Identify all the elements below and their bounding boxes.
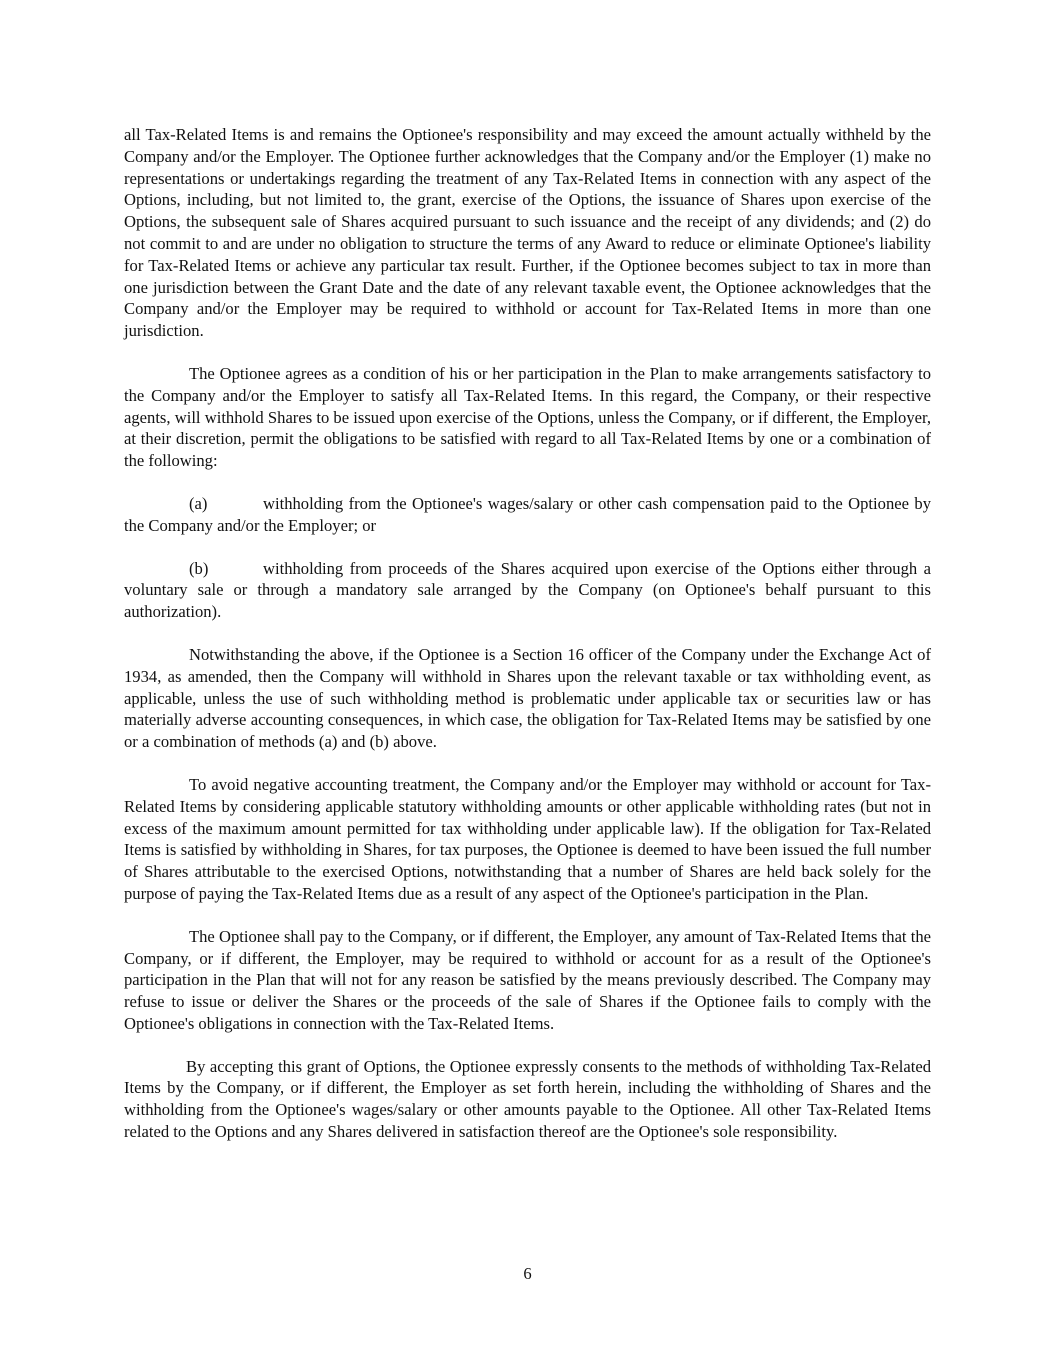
list-item-b — [124, 558, 931, 623]
paragraph-accounting-treatment: To avoid negative accounting treatment, the Company and/or the Employer may withhold or account for Tax-Related Items by considering applicable statutory withholding amounts or other applicable withholding rates (but not in excess of the maximum amount permitted for tax withholding under applicable law). If the obligation for Tax-Related Items is satisfied by withholding in Shares, for tax purposes, the Optionee is deemed to have been issued the full number of Shares attributable to the exercised Options, notwithstanding that a number of Shares are held back solely for the purpose of paying the Tax-Related Items due as a result of any aspect of the Optionee's participation in the Plan. — [124, 774, 931, 903]
list-item-a-label: (a) — [189, 493, 208, 513]
document-page — [124, 124, 931, 1164]
paragraph-optionee-payment: The Optionee shall pay to the Company, or if different, the Employer, any amount of Tax-Related Items that the Company, or if different, the Employer, may be required to withhold or account for as a result of the Optionee's participation in the Plan that will not for any reason be satisfied by the means previously described. The Company may refuse to issue or deliver the Shares or the proceeds of the sale of Shares if the Optionee fails to comply with the Optionee's obligations in connection with the Tax-Related Items. — [124, 926, 931, 1033]
list-item-a — [124, 493, 931, 537]
paragraph-section-16: Notwithstanding the above, if the Optionee is a Section 16 officer of the Company under the Exchange Act of 1934, as amended, then the Company will withhold in Shares upon the relevant taxable or tax withholding event, as applicable, unless the use of such withholding method is problematic under applicable tax or securities law or has materially adverse accounting consequences, in which case, the obligation for Tax-Related Items may be satisfied by one or a combination of methods (a) and (b) above. — [124, 644, 931, 752]
paragraph-tax-responsibility: all Tax-Related Items is and remains the Optionee's responsibility and may exceed the amount actually withheld by the Company and/or the Employer. The Optionee further acknowledges that the Company and/or the Employer (1) make no representations or undertakings regarding the treatment of any Tax-Related Items in connection with any aspect of the Options, including, but not limited to, the grant, exercise of the Options, the issuance of Shares upon exercise of the Options, the subsequent sale of Shares acquired pursuant to such issuance and the receipt of any dividends; and (2) do not commit to and are under no obligation to structure the terms of any Award to reduce or eliminate Optionee's liability for Tax-Related Items or achieve any particular tax result. Further, if the Optionee becomes subject to tax in more than one jurisdiction between the Grant Date and the date of any relevant taxable event, the Optionee acknowledges that the Company and/or the Employer may be required to withhold or account for Tax-Related Items in more than one jurisdiction. — [124, 125, 931, 341]
paragraph-withholding-arrangements: The Optionee agrees as a condition of his or her participation in the Plan to make arrangements satisfactory to the Company and/or the Employer to satisfy all Tax-Related Items. In this regard, the Company, or their respective agents, will withhold Shares to be issued upon exercise of the Options, unless the Company, or if different, the Employer, at their discretion, permit the obligations to be satisfied with regard to all Tax-Related Items by one or a combination of the following: — [124, 363, 931, 471]
list-item-b-label: (b) — [189, 558, 209, 578]
page-number: 6 — [523, 1264, 532, 1283]
paragraph-consent: By accepting this grant of Options, the Optionee expressly consents to the methods of withholding Tax-Related Items by the Company, or if different, the Employer as set forth herein, including the withholding of Shares and the withholding from the Optionee's wages/salary or other amounts payable to the Optionee. All other Tax-Related Items related to the Options and any Shares delivered in satisfaction thereof are the Optionee's sole responsibility. — [124, 1056, 931, 1142]
list-item-a-text: withholding from the Optionee's wages/salary or other cash compensation paid to the Optionee by the Company and/or the Employer; or — [124, 493, 931, 535]
list-item-b-text: withholding from proceeds of the Shares acquired upon exercise of the Options either through a voluntary sale or through a mandatory sale arranged by the Company (on Optionee's behalf pursuant to this authorization). — [124, 558, 931, 622]
